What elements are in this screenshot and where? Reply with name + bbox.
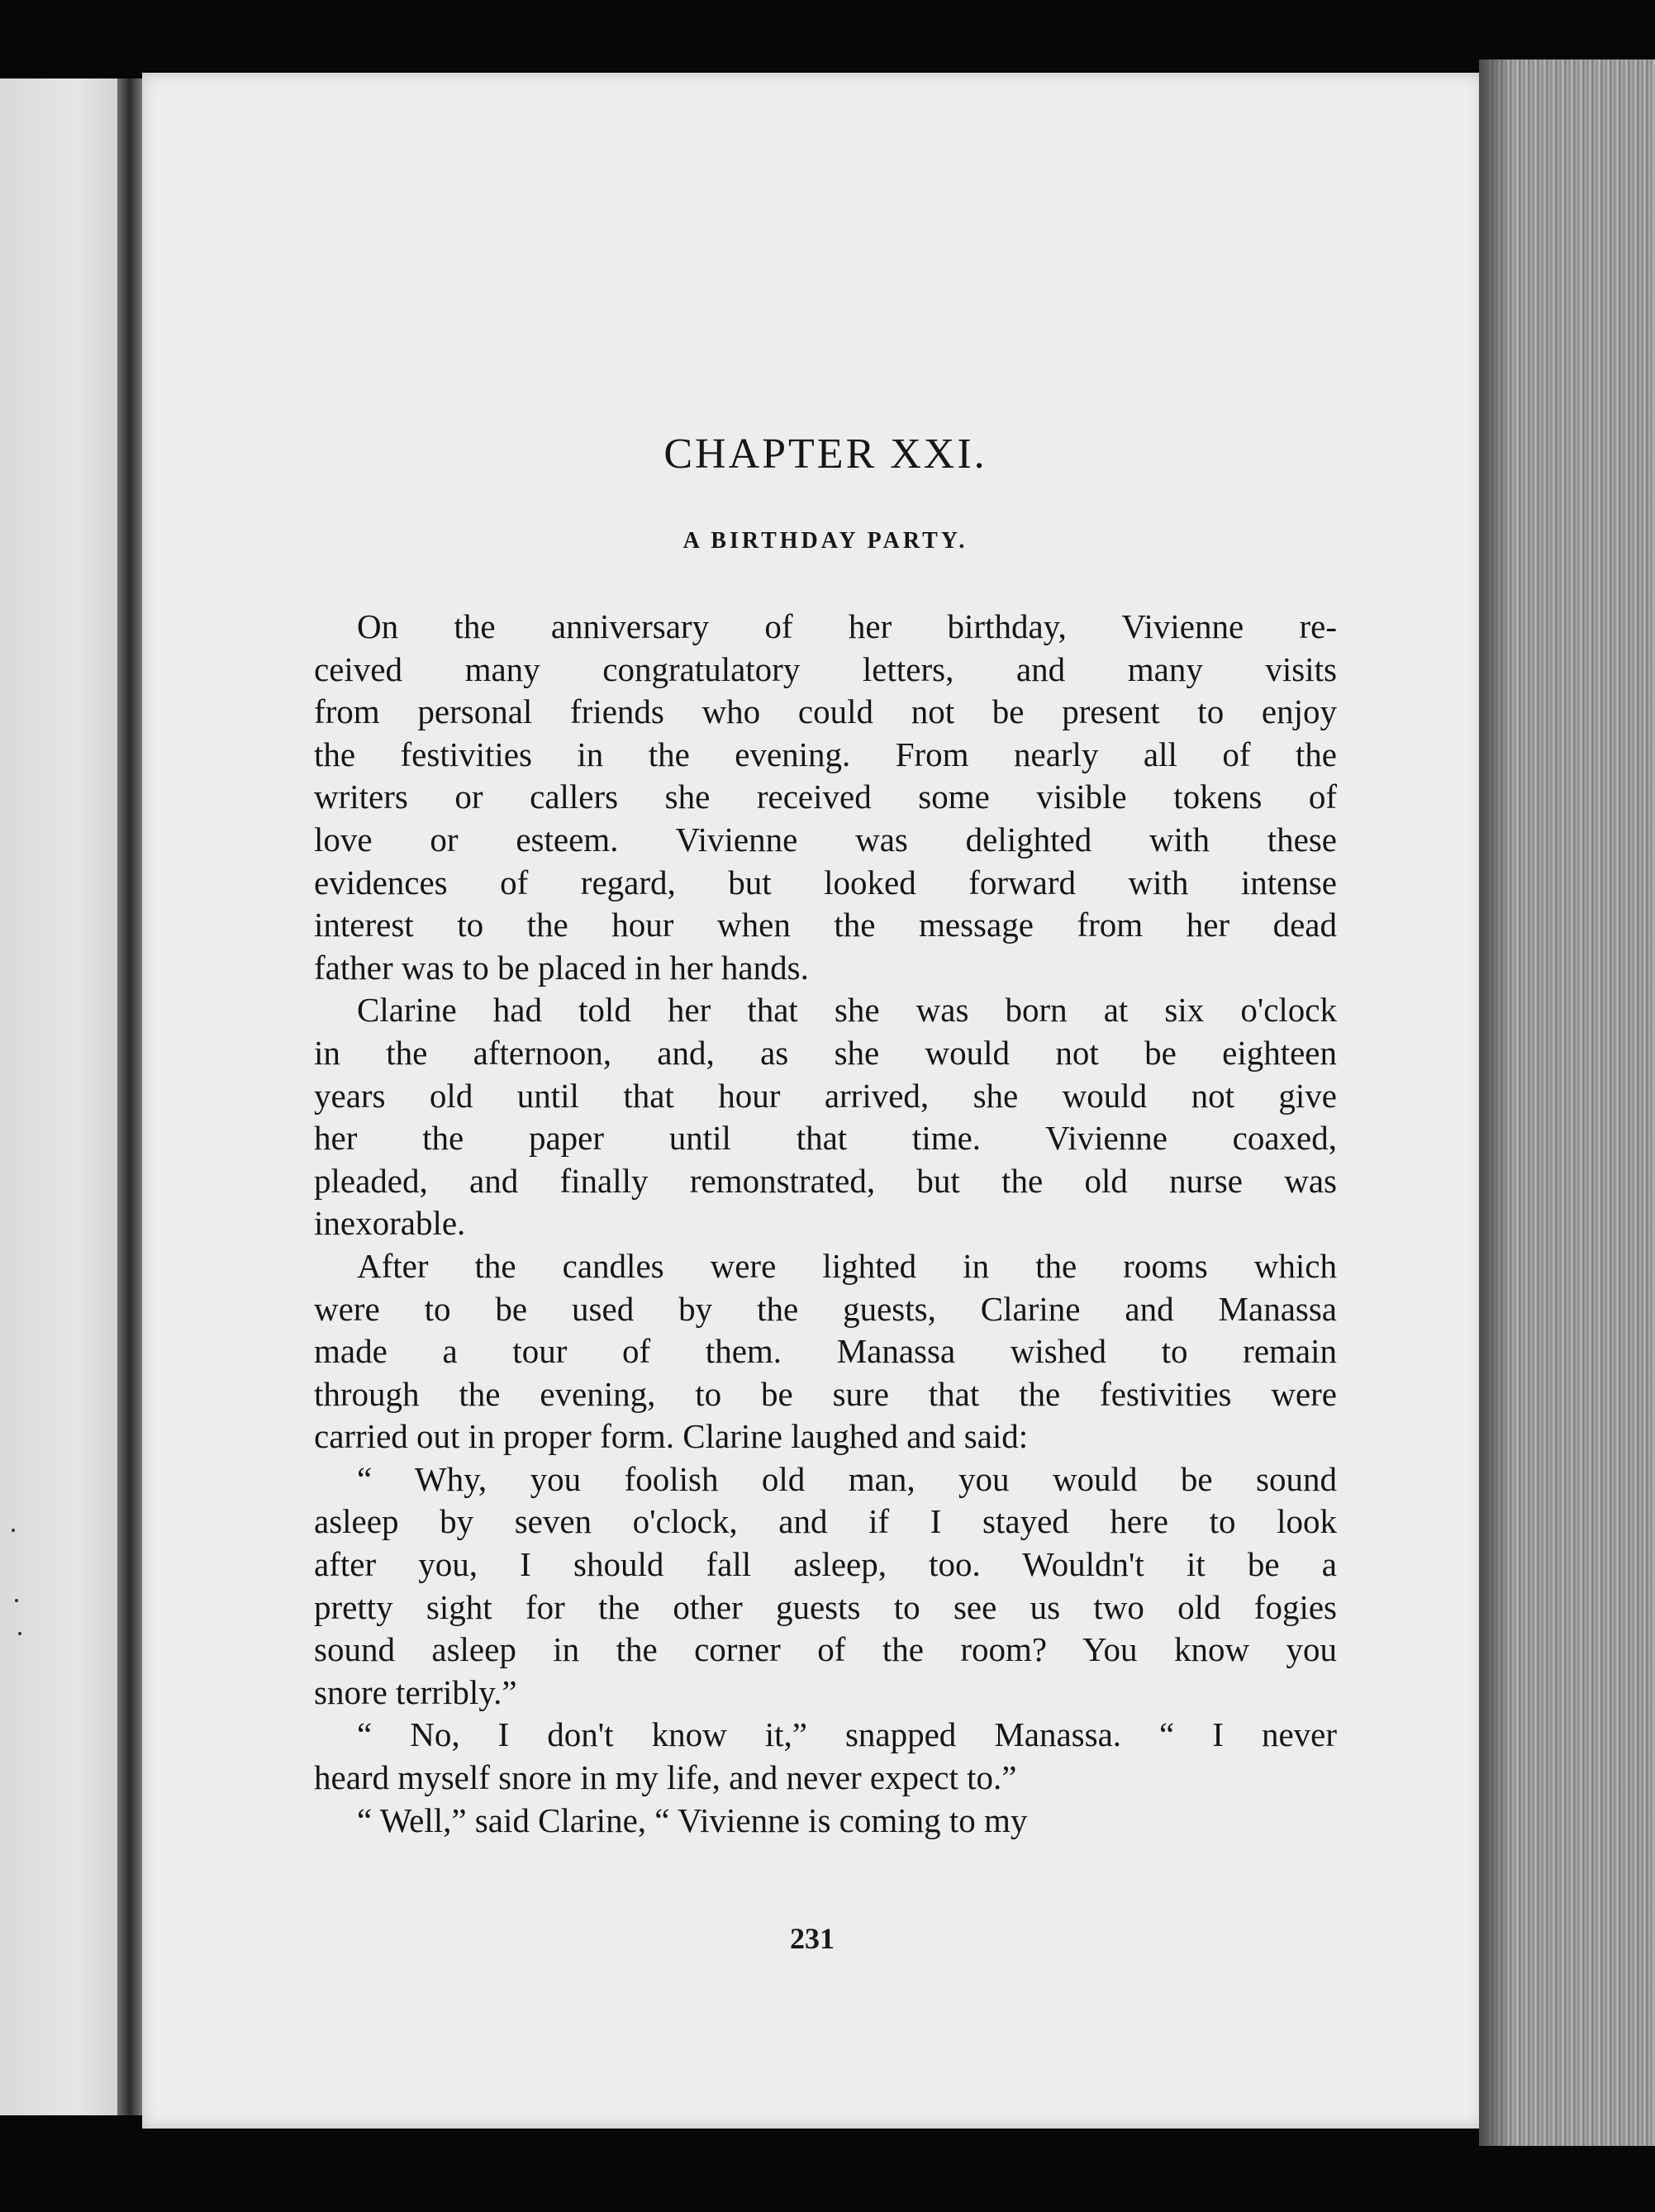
previous-page-edge	[0, 78, 126, 2115]
text-line: After the candles were lighted in the rooms which	[357, 1246, 1337, 1285]
text-line: On the anniversary of her birthday, Vivienne re-	[357, 607, 1337, 645]
body-text	[314, 606, 1337, 1842]
text-line: through the evening, to be sure that the festivities were	[314, 1374, 1337, 1413]
paragraph	[314, 1714, 1337, 1799]
text-line: heard myself snore in my life, and never expect to.”	[314, 1758, 1017, 1797]
paragraph	[314, 606, 1337, 989]
text-line: writers or callers she received some visible tokens of	[314, 778, 1337, 816]
text-line: years old until that hour arrived, she would not give	[314, 1076, 1337, 1115]
page-text-block	[314, 430, 1337, 1842]
text-line: made a tour of them. Manassa wished to remain	[314, 1332, 1337, 1371]
paragraph	[314, 989, 1337, 1245]
text-line: love or esteem. Vivienne was delighted with these	[314, 820, 1337, 859]
text-line: inexorable.	[314, 1204, 466, 1243]
scan-speck	[12, 1529, 15, 1532]
text-line: “ No, I don't know it,” snapped Manassa. “ I never	[357, 1715, 1337, 1754]
paragraph	[314, 1245, 1337, 1458]
text-line: from personal friends who could not be present to enjoy	[314, 692, 1337, 731]
text-line: the festivities in the evening. From nearly all of the	[314, 735, 1337, 773]
text-line: carried out in proper form. Clarine laughed and said:	[314, 1417, 1029, 1456]
scan-speck	[18, 1632, 21, 1635]
text-line: in the afternoon, and, as she would not be eighteen	[314, 1033, 1337, 1072]
text-line: father was to be placed in her hands.	[314, 948, 809, 987]
chapter-subtitle: A BIRTHDAY PARTY.	[682, 528, 968, 554]
text-line: evidences of regard, but looked forward with intense	[314, 863, 1337, 901]
scan-speck	[15, 1599, 18, 1602]
chapter-title: CHAPTER XXI.	[663, 431, 987, 478]
page-fore-edge-shadow	[1479, 59, 1512, 2146]
text-line: were to be used by the guests, Clarine and Manassa	[314, 1289, 1337, 1328]
text-line: sound asleep in the corner of the room? You know you	[314, 1630, 1337, 1669]
text-line: ceived many congratulatory letters, and many visits	[314, 649, 1337, 688]
text-line: snore terribly.”	[314, 1672, 517, 1711]
text-line: Clarine had told her that she was born at six o'clock	[357, 991, 1337, 1030]
text-line: after you, I should fall asleep, too. Wouldn't it be a	[314, 1545, 1337, 1584]
text-line: asleep by seven o'clock, and if I stayed here to look	[314, 1502, 1337, 1541]
text-line: her the paper until that time. Vivienne coaxed,	[314, 1119, 1337, 1158]
text-line: interest to the hour when the message from her dead	[314, 906, 1337, 944]
text-line: pleaded, and finally remonstrated, but the old nurse was	[314, 1161, 1337, 1200]
text-line: “ Why, you foolish old man, you would be sound	[357, 1459, 1337, 1498]
text-line: pretty sight for the other guests to see us two old fogies	[314, 1587, 1337, 1626]
paragraph	[314, 1458, 1337, 1715]
text-line: “ Well,” said Clarine, “ Vivienne is coming to my	[357, 1801, 1028, 1839]
book-gutter	[117, 78, 142, 2115]
page-number: 231	[790, 1922, 835, 1955]
paragraph	[314, 1800, 1337, 1843]
